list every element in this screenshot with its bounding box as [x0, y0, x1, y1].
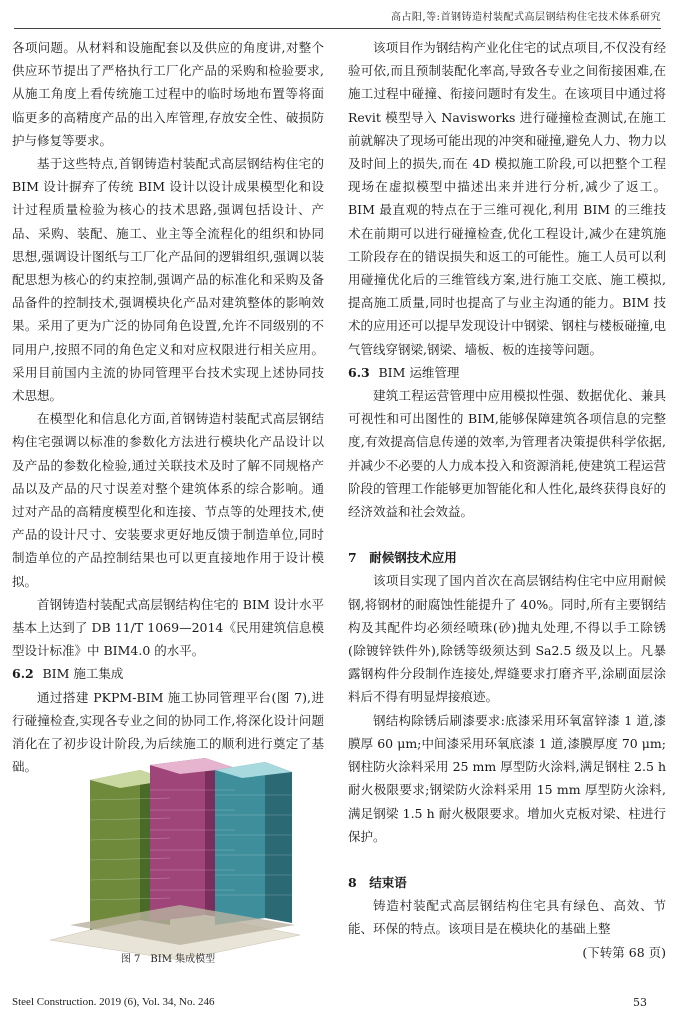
- figure-caption: 图 7 BIM 集成模型: [120, 954, 216, 965]
- paragraph: 该项目作为钢结构产业化住宅的试点项目,不仅没有经验可依,而且预制装配化率高,导致各专业之间衔接困难,在施工过程中碰撞、衔接问题时有发生。在该项目中通过将 Revit 模型导入 Navisworks 进行碰撞检查测试,在施工前就解决了现场可能出现的冲突和碰撞,避免人力、物力以及时间上的损失,而在 4D 模拟施工阶段,可以把整个工程现场在虚拟模型中描述出来并进行分析,减少了返工。BIM 最直观的特点在于三维可视化,利用 BIM 的三维技术在前期可以进行碰撞检查,优化工程设计,减少在建筑施工阶段存在的错误损失和返工的可能性。施工人员可以利用碰撞优化后的三维管线方案,进行施工交底、施工模拟,提高施工质量,同时也提高了与业主沟通的能力。BIM 技术的应用还可以提早发现设计中钢梁、钢柱与楼板碰撞,电气管线穿钢梁,钢梁、墙板、板的连接等问题。: [348, 40, 666, 357]
- journal-citation: Steel Construction. 2019 (6), Vol. 34, No. 246: [12, 996, 215, 1008]
- section-heading-7: 7 耐候钢技术应用: [348, 550, 457, 566]
- section-title: BIM 运维管理: [378, 364, 460, 380]
- running-header: 高占阳,等:首钢铸造村装配式高层钢结构住宅技术体系研究: [390, 12, 661, 23]
- section-heading-6-3: [348, 361, 666, 384]
- paragraph: 在模型化和信息化方面,首钢铸造村装配式高层钢结构住宅强调以标准的参数化方法进行模块化产品设计以及产品的参数化检验,通过关联技术及时了解不同规格产品以及产品的尺寸误差对整个建筑体系的综合影响。通过对产品的高精度模型化和连接、节点等的处理技术,使产品的设计尺寸、安装要求更好地反馈于制造单位,同时制造单位的产品控制结果也可以更直接地作用于设计模拟。: [12, 411, 324, 589]
- section-heading-6-2: [12, 662, 324, 685]
- paragraph: 各项问题。从材料和设施配套以及供应的角度讲,对整个供应环节提出了严格执行工厂化产品的采购和检验要求,从施工角度上看传统施工过程中的临时场地布置等将面临更多的高精度产品的出入库管理,存放安全性、破损防护与修复等要求。: [12, 40, 324, 148]
- paragraph: 通过搭建 PKPM-BIM 施工协同管理平台(图 7),进行碰撞检查,实现各专业之间的协同工作,将深化设计问题消化在了初步设计阶段,为后续施工的顺利进行奠定了基础。: [12, 689, 324, 775]
- section-number: 6.2: [12, 666, 34, 682]
- section-heading-8: 8 结束语: [348, 874, 407, 890]
- header-rule: [14, 28, 661, 29]
- page-number: 53: [633, 996, 647, 1009]
- continued-note: (下转第 68 页): [582, 944, 666, 960]
- right-column: [348, 36, 666, 964]
- paragraph: 铸造村装配式高层钢结构住宅具有绿色、高效、节能、环保的特点。该项目是在模块化的基础上整: [348, 898, 666, 937]
- paragraph: 钢结构除锈后刷漆要求:底漆采用环氧富锌漆 1 道,漆膜厚 60 μm;中间漆采用环氧底漆 1 道,漆膜厚度 70 μm;钢柱防火涂料采用 25 mm 厚型防火涂料,满足钢柱 2.5 h 耐火极限要求;钢梁防火涂料采用 15 mm 厚型防火涂料,满足钢梁 1.5 h 耐火极限要求。增加火克板对梁、柱进行保护。: [348, 712, 666, 844]
- paragraph: 首钢铸造村装配式高层钢结构住宅的 BIM 设计水平基本上达到了 DB 11/T 1069—2014《民用建筑信息模型设计标准》中 BIM4.0 的水平。: [12, 596, 324, 659]
- paragraph: 基于这些特点,首钢铸造村装配式高层钢结构住宅的 BIM 设计摒弃了传统 BIM 设计以设计成果模型化和设计过程质量检验为核心的技术思路,强调包括设计、产品、采购、装配、施工、业主等全流程化的组织和协同思想,强调设计图纸与工厂化产品间的逻辑组织,强调以装配思想为核心的约束控制,强调产品的标准化和采购及备品备件的控制技术,强调模块化产品对建筑整体的影响效果。采用了更为广泛的协同角色设置,允许不同级别的不同用户,按照不同的角色定义和对应权限进行相关应用。采用目前国内主流的协同管理平台技术实现上述协同技术思想。: [12, 156, 324, 404]
- left-column: [12, 36, 324, 779]
- section-title: BIM 施工集成: [42, 666, 124, 682]
- section-number: 6.3: [348, 364, 370, 380]
- paragraph: 建筑工程运营管理中应用模拟性强、数据优化、兼具可视性和可出图性的 BIM,能够保障建筑各项信息的完整度,有效提高信息传递的效率,为管理者决策提供科学依据,并减少不必要的人力成本投入和资源消耗,使建筑工程运营阶段的管理工作能够更加智能化和人性化,最终获得良好的经济效益和社会效益。: [348, 388, 666, 520]
- paragraph: 该项目实现了国内首次在高层钢结构住宅中应用耐候钢,将钢材的耐腐蚀性能提升了 40%。同时,所有主要钢结构及其配件均必须经喷珠(砂)抛丸处理,不得以手工除锈(除镀锌铁件外),除锈等级须达到 Sa2.5 级及以上。凡暴露钢构件分段制作连接处,焊缝要求打磨齐平,涂刷面层涂料后不得有明显焊接痕迹。: [348, 573, 666, 705]
- bim-model-figure: [30, 740, 310, 960]
